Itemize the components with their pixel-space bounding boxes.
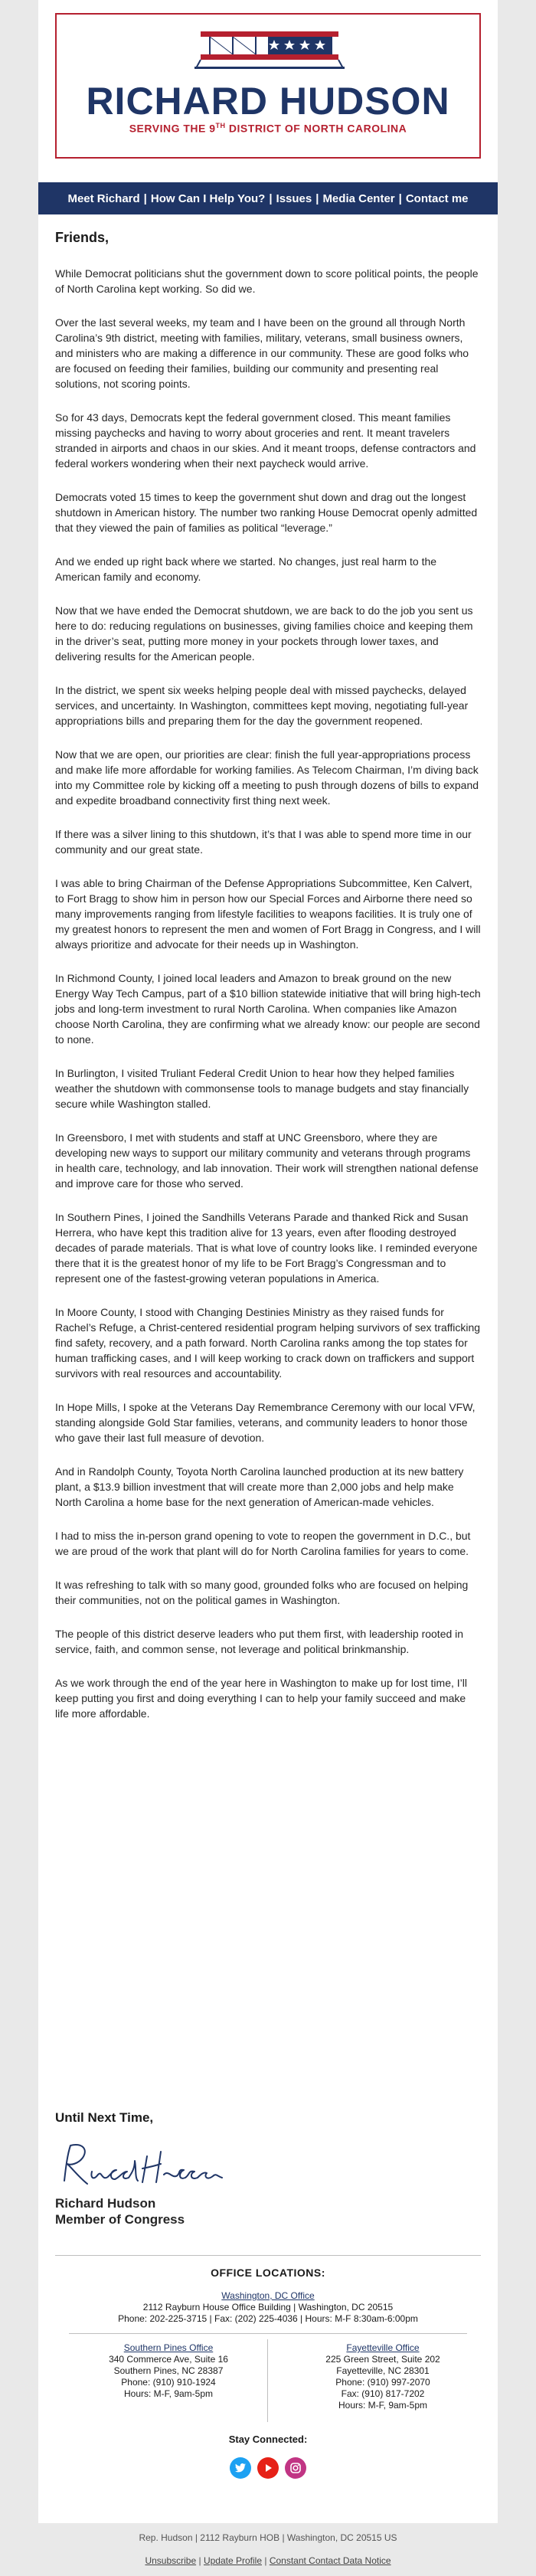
paragraph: It was refreshing to talk with so many good, grounded folks who are focused on helping their communities, not on the political games in Washington.	[55, 1579, 469, 1606]
wright-flyer-icon	[194, 21, 345, 76]
office-line: Southern Pines, NC 28387	[113, 2365, 224, 2376]
office-line: Fax: (910) 817-7202	[341, 2388, 425, 2399]
handwritten-signature	[55, 2141, 247, 2193]
paragraph: In Richmond County, I joined local leaders and Amazon to break ground on the new Energy Way Tech Campus, part of a $10 billion statewide initiative that will bring high-tech jobs and long-term investment to rural North Carolina. When companies like Amazon choose North Carolina, they are confirming what we already know: our people are second to none.	[55, 972, 481, 1046]
office-line: 340 Commerce Ave, Suite 16	[109, 2354, 228, 2365]
paragraph: In Burlington, I visited Truliant Federal Credit Union to hear how they helped families weather the shutdown with commonsense tools to manage budgets and stay financially secure while Washington stalled.	[55, 1067, 469, 1110]
offices-heading: OFFICE LOCATIONS:	[211, 2267, 325, 2279]
paragraph: If there was a silver lining to this shutdown, it’s that I was able to spend more time in our community and our great state.	[55, 828, 472, 856]
data-notice-link[interactable]: Constant Contact Data Notice	[269, 2555, 391, 2566]
paragraph: In the district, we spent six weeks helping people deal with missed paychecks, delayed services, and uncertainty. In Washington, committees kept moving, negotiating full-year appropriations bills and preparing them for the day the government reopened.	[55, 684, 469, 727]
youtube-icon[interactable]	[257, 2457, 279, 2479]
office-line: 225 Green Street, Suite 202	[325, 2354, 440, 2365]
nav-separator: |	[398, 191, 402, 205]
instagram-icon[interactable]	[285, 2457, 306, 2479]
nav-separator: |	[269, 191, 273, 205]
paragraph: Now that we have ended the Democrat shutdown, we are back to do the job you sent us here to do: reducing regulations on businesses, giving families choice and keeping them in the driver’s seat, putting more money in your pockets through lower taxes, and delivering results for the American people.	[55, 604, 473, 663]
paragraph: Over the last several weeks, my team and I have been on the ground all through North Carolina’s 9th district, meeting with families, military, veterans, small business owners, and ministers who are making a difference in our community. These are good folks who are focused on feeding their families, building our community and presenting real solutions, not scoring points.	[55, 316, 469, 390]
greeting: Friends,	[55, 230, 109, 245]
nav-link-meet-richard[interactable]: Meet Richard	[67, 191, 140, 205]
paragraph: And in Randolph County, Toyota North Carolina launched production at its new battery plant, a $13.9 billion investment that will create more than 2,000 jobs and help make North Carolina a home base for the next generation of American-made vehicles.	[55, 1465, 464, 1508]
office-line: Hours: M-F, 9am-5pm	[338, 2400, 428, 2411]
nav-link-contact[interactable]: Contact me	[405, 191, 469, 205]
fayetteville-office-link[interactable]: Fayetteville Office	[346, 2342, 420, 2353]
nav-separator: |	[315, 191, 319, 205]
paragraph: As we work through the end of the year here in Washington to make up for lost time, I’ll keep putting you first and doing everything I can to help your family succeed and make life more affordable.	[55, 1677, 467, 1720]
paragraph: In Greensboro, I met with students and staff at UNC Greensboro, where they are developing new ways to support our military community and veterans through programs in health care, technology, and lab innovation. Their work will strengthen national defense and improve care for those who served.	[55, 1131, 479, 1190]
signer-title: Member of Congress	[55, 2212, 185, 2227]
office-divider	[267, 2339, 268, 2422]
office-line: Phone: (910) 910-1924	[121, 2377, 216, 2388]
signer-block	[55, 2195, 185, 2227]
twitter-icon[interactable]	[230, 2457, 251, 2479]
dc-office	[38, 2290, 498, 2325]
divider	[69, 2333, 467, 2334]
office-line: Phone: (910) 997-2070	[335, 2377, 430, 2388]
paragraph: And we ended up right back where we started. No changes, just real harm to the American family and economy.	[55, 555, 437, 583]
nav-link-media-center[interactable]: Media Center	[322, 191, 395, 205]
divider	[55, 2255, 481, 2256]
unsubscribe-link[interactable]: Unsubscribe	[145, 2555, 197, 2566]
closing: Until Next Time,	[55, 2110, 154, 2125]
footer-separator: |	[264, 2555, 267, 2566]
paragraph: I was able to bring Chairman of the Defense Appropriations Subcommittee, Ken Calvert, to Fort Bragg to show him in person how our Special Forces and Airborne there need so many improvements ranging from lifestyle facilities to weapons facilities. It is truly one of my greatest honors to represent the men and women of Fort Bragg in Congress, and I will always prioritize and advocate for their needs up in Washington.	[55, 877, 481, 951]
paragraph: Now that we are open, our priorities are clear: finish the full year-appropriations process and make life more affordable for working families. As Telecom Chairman, I’m diving back into my Committee role by kicking off a meeting to push through dozens of bills to expand and expedite broadband connectivity first thing next week.	[55, 748, 479, 807]
logo-name: RICHARD HUDSON	[86, 80, 450, 123]
paragraph: In Moore County, I stood with Changing Destinies Ministry as they raised funds for Rachel’s Refuge, a Christ-centered residential program helping survivors of sex trafficking find safety, recovery, and a path forward. North Carolina ranks among the top states for human trafficking cases, and I will keep working to crack down on traffickers and support survivors with real resources and accountability.	[55, 1306, 481, 1380]
dc-office-contact: Phone: 202-225-3715 | Fax: (202) 225-4036 | Hours: M-F 8:30am-6:00pm	[118, 2313, 418, 2324]
footer-links	[0, 2555, 536, 2566]
southern-pines-office	[65, 2342, 272, 2400]
logo-banner	[55, 13, 481, 159]
fayetteville-office	[279, 2342, 486, 2411]
paragraph: While Democrat politicians shut the government down to score political points, the people of North Carolina kept working. So did we.	[55, 267, 479, 295]
footer-separator: |	[198, 2555, 201, 2566]
signer-name: Richard Hudson	[55, 2196, 156, 2211]
footer-address: Rep. Hudson | 2112 Rayburn HOB | Washington, DC 20515 US	[139, 2532, 397, 2543]
paragraph: I had to miss the in-person grand opening to vote to reopen the government in D.C., but we are proud of the work that plant will do for North Carolina families for years to come.	[55, 1530, 471, 1557]
stay-connected-heading: Stay Connected:	[228, 2434, 308, 2445]
dc-office-address: 2112 Rayburn House Office Building | Washington, DC 20515	[142, 2302, 394, 2313]
dc-office-link[interactable]: Washington, DC Office	[221, 2290, 315, 2301]
paragraph: In Southern Pines, I joined the Sandhills Veterans Parade and thanked Rick and Susan Herrera, who have kept this tradition alive for 13 years, even after flooding destroyed decades of parade materials. That is what love of country looks like. I reminded everyone there that it is the greatest honor of my life to be Fort Bragg’s Congressman and to represent one of the fastest-growing veteran populations in America.	[55, 1211, 478, 1285]
email-body	[38, 0, 498, 2523]
letter-content	[55, 230, 481, 1740]
paragraph: The people of this district deserve leaders who put them first, with leadership rooted in service, faith, and common sense, not leverage and political brinkmanship.	[55, 1628, 464, 1655]
office-line: Hours: M-F, 9am-5pm	[123, 2388, 214, 2399]
nav-link-help[interactable]: How Can I Help You?	[150, 191, 266, 205]
nav-separator: |	[143, 191, 147, 205]
social-icons	[38, 2457, 498, 2479]
logo-subtitle: SERVING THE 9TH DISTRICT OF NORTH CAROLINA	[129, 122, 407, 135]
update-profile-link[interactable]: Update Profile	[203, 2555, 262, 2566]
office-line: Fayetteville, NC 28301	[336, 2365, 430, 2376]
paragraph: In Hope Mills, I spoke at the Veterans Day Remembrance Ceremony with our local VFW, standing alongside Gold Star families, veterans, and community leaders to honor those who gave their last full measure of devotion.	[55, 1401, 476, 1444]
paragraph: So for 43 days, Democrats kept the federal government closed. This meant families missing paychecks and having to worry about groceries and rent. It meant travelers stranded in airports and chaos in our skies. And it meant troops, defense contractors and federal workers wondering when their next paycheck would arrive.	[55, 411, 476, 470]
nav-bar	[38, 182, 498, 214]
southern-pines-office-link[interactable]: Southern Pines Office	[123, 2342, 214, 2353]
paragraph: Democrats voted 15 times to keep the government shut down and drag out the longest shutdown in American history. The number two ranking House Democrat openly admitted that they viewed the pain of families as political “leverage.”	[55, 491, 478, 534]
nav-link-issues[interactable]: Issues	[276, 191, 312, 205]
